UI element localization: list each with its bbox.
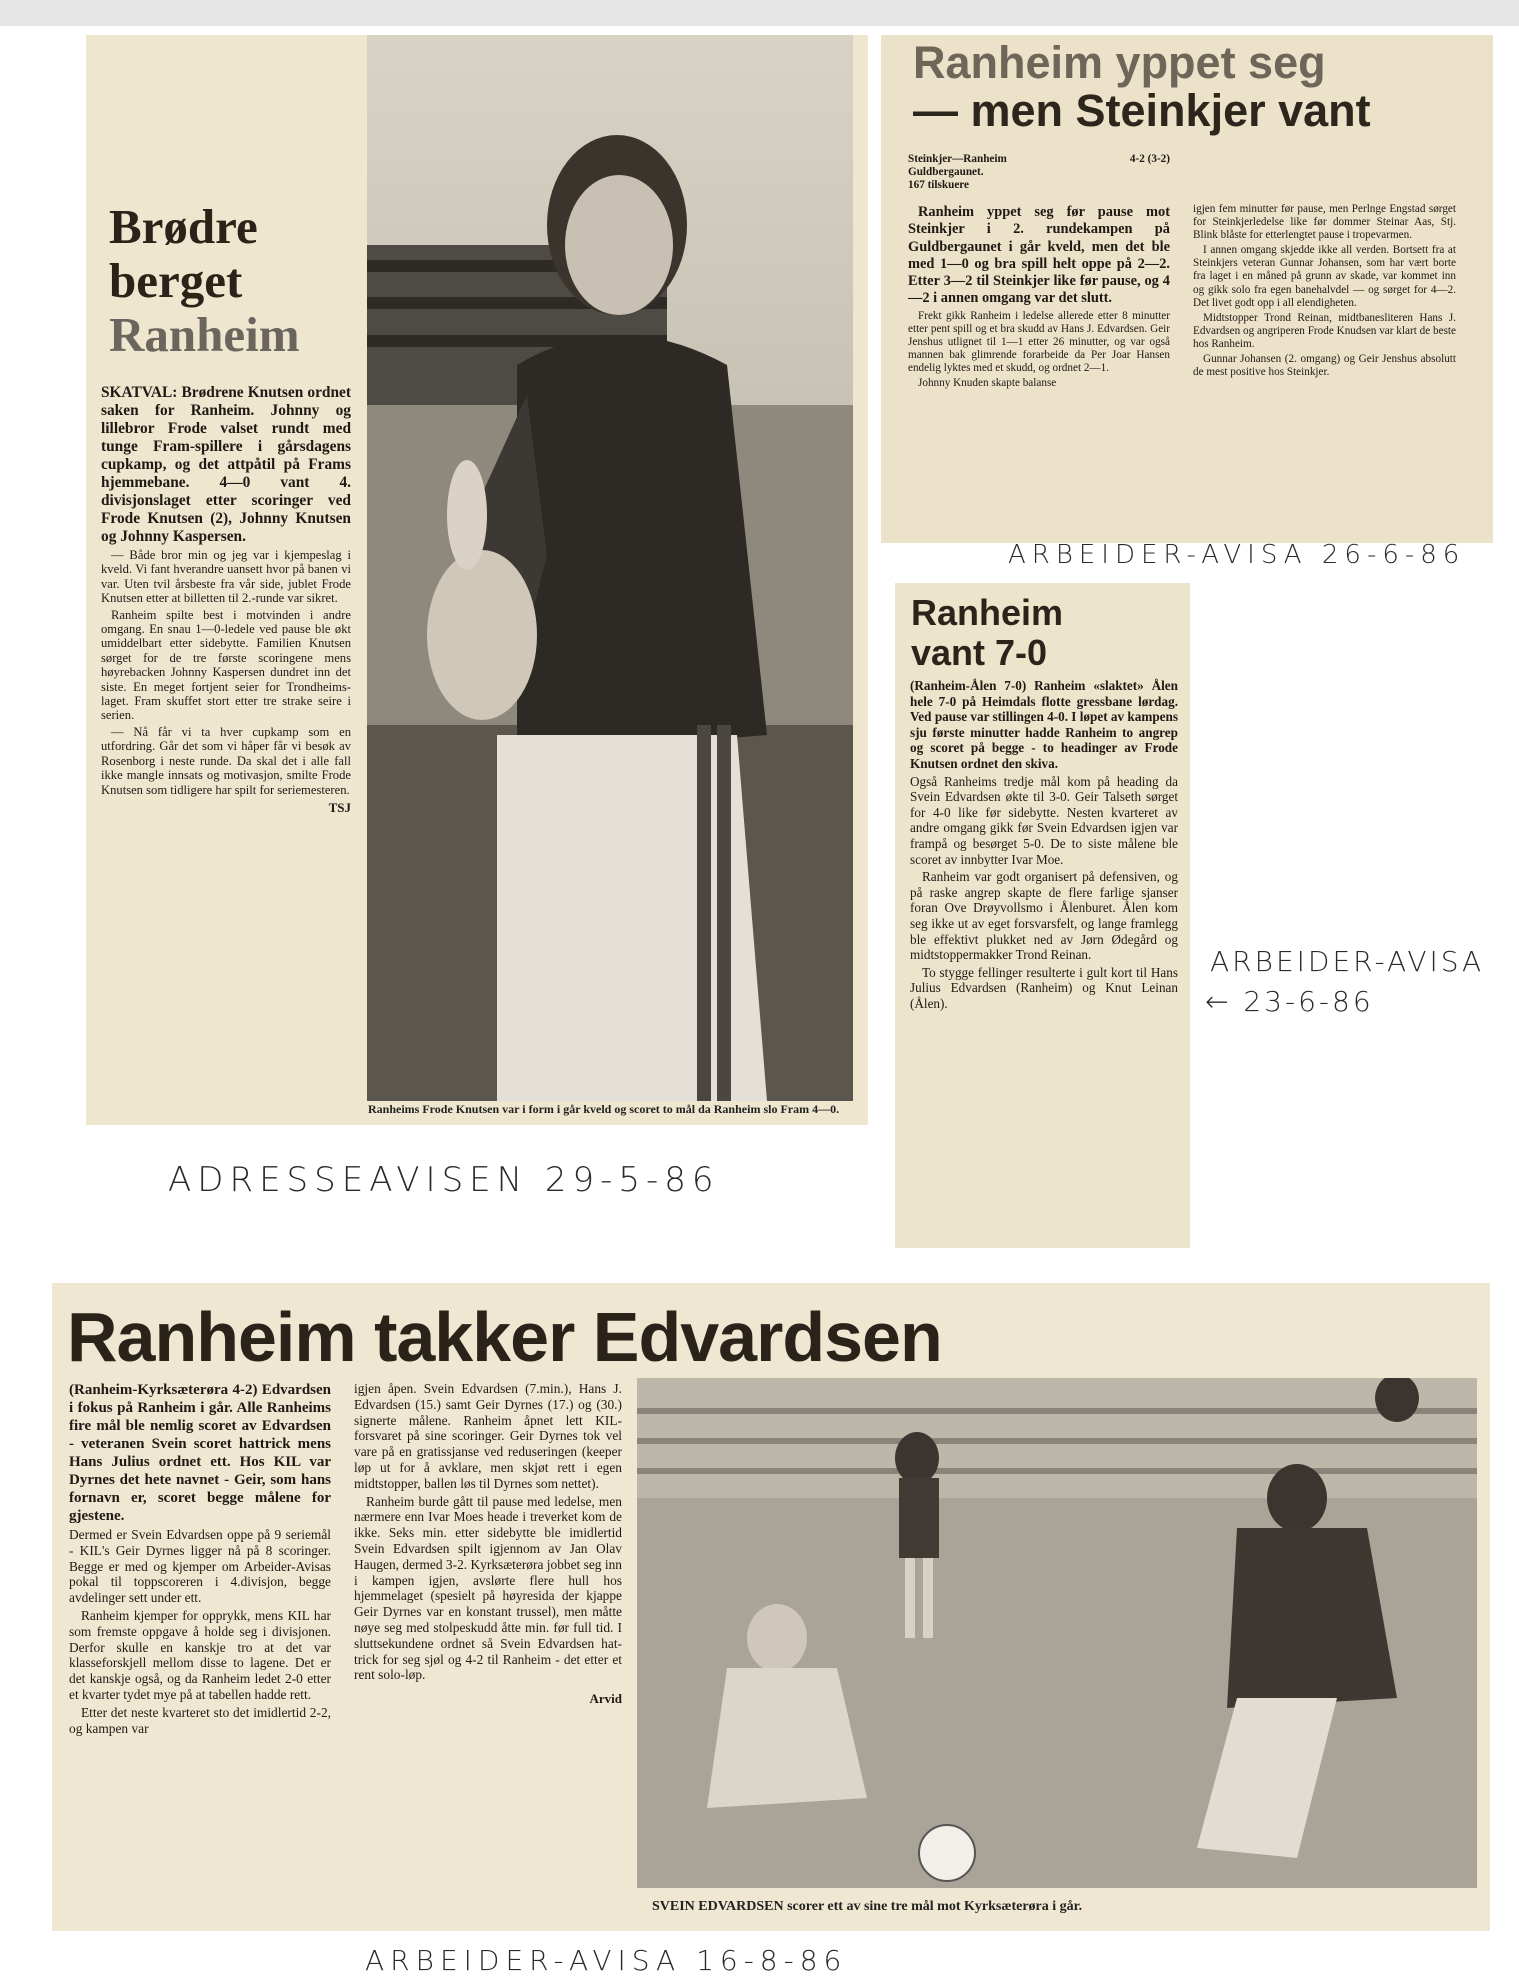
handwritten-source-note: ARBEIDER-AVISA 26-6-86: [1008, 540, 1466, 570]
photo-frode-knutsen-thumbs-up: [367, 35, 853, 1101]
headline-line-1: Ranheim: [911, 592, 1064, 633]
clipping-ranheim-takker-edvardsen: [52, 1283, 1490, 1931]
article-paragraph: Gunnar Johansen (2. omgang) og Geir Jenshus absolutt de mest positive hos Steinkjer.: [1193, 353, 1456, 379]
article-paragraph: igjen fem minutter før pause, men Perlnge Engstad sørget for Steinkjerledelse like før dommer Steinar Aas, Stj. Blink blåste for etterlengtet pause i tropevarmen.: [1193, 203, 1456, 242]
article-signature: TSJ: [328, 799, 351, 815]
handwritten-source-note: ADRESSEAVISEN 29-5-86: [168, 1160, 720, 1200]
headline-line-1: Ranheim yppet seg: [913, 37, 1326, 88]
article-text-column: [910, 678, 1178, 1243]
match-venue: Guldbergaunet.: [908, 166, 984, 179]
clipping-brodre-berget-ranheim: [86, 35, 868, 1125]
article-paragraph: Etter det neste kvarteret sto det imidlertid 2-2, og kampen var: [69, 1704, 331, 1736]
handwritten-source-note: ARBEIDER-AVISA 16-8-86: [365, 1944, 848, 1977]
match-spectators: 167 tilskuere: [908, 179, 970, 192]
article-column-2: [354, 1381, 622, 1921]
photo-illustration: [367, 35, 853, 1101]
article-paragraph: Også Ranheims tredje mål kom på heading da Svein Edvardsen økte til 3-0. Geir Talseth sørget for 4-0 like før sidebytte. Nesten kvarteret av andre omgang gikk før Svein Edvardsen igjen var frampå og besørget 5-0. De to siste målene ble scoret av innbytter Ivar Moe.: [910, 773, 1178, 867]
photo-caption: Ranheims Frode Knutsen var i form i går kveld og scoret to mål da Ranheim slo Fram 4—0.: [368, 1102, 840, 1116]
match-teams: Steinkjer—Ranheim: [908, 153, 1007, 165]
article-paragraph: I annen omgang skjedde ikke all verden. Bortsett fra at Steinkjers veteran Gunnar Johansen, som har vært borte fra laget i en måned på grunn av skade, var kommet inn og gikk solo fra egen banehalvdel — og sørget for 4—2. Det livet godt opp i all elendigheten.: [1193, 244, 1456, 309]
handwritten-source-note-line-1: ARBEIDER-AVISA: [1210, 945, 1485, 978]
headline: Ranheim takker Edvardsen: [67, 1298, 942, 1376]
photo-caption: SVEIN EDVARDSEN scorer ett av sine tre mål mot Kyrksæterøra i går.: [652, 1899, 1083, 1914]
article-text-column: [101, 200, 351, 1100]
headline-line-3: Ranheim: [109, 307, 300, 362]
headline-line-2: — men Steinkjer vant: [913, 85, 1371, 136]
article-right-column: [1193, 203, 1456, 538]
article-paragraph: Ranheim kjemper for opprykk, mens KIL har som fremste oppgave å holde seg i divisjonen. Derfor skulle en kanskje tro at det var klasseforskjell mellom disse to lagene. Det er det kanskje også, og da Ranheim ledet 2-0 etter et kvarter tydet mye på at tabellen hadde rett.: [69, 1607, 331, 1702]
article-lead: (Ranheim-Kyrksæterøra 4-2) Edvardsen i fokus på Ranheim i går. Alle Ranheims fire mål ble nemlig scoret av Edvardsen - veteranen Svein scoret hattrick mens Hans Julius ordnet ett. Hos KIL var Dyrnes det hete navnet - Geir, som hans fornavn er, scoret begge målene for gjestene.: [69, 1382, 331, 1524]
match-photo-illustration: [637, 1378, 1477, 1888]
article-lead: Ranheim yppet seg før pause mot Steinkjer i 2. rundekampen på Guldbergaunet i går kveld, men det ble med 1—0 og bra spill helt oppe på 2—2. Etter 3—2 til Steinkjer like før pause, og 4—2 i annen omgang var det slutt.: [908, 204, 1170, 307]
article-paragraph: — Nå får vi ta hver cupkamp som en utfordring. Går det som vi håper får vi besøk av Rosenborg i neste runde. Da skal det i alle fall ikke mangle innsats og motivasjon, smilte Frode Knutsen som tidligere har spilt for seriemesteren.: [101, 724, 351, 797]
headline: [109, 200, 351, 362]
headline: [911, 593, 1063, 673]
headline-line-1: Brødre: [109, 200, 258, 254]
article-paragraph: To stygge fellinger resulterte i gult kort til Hans Julius Edvardsen (Ranheim) og Knut Leinan (Ålen).: [910, 964, 1178, 1011]
article-column-1: [69, 1381, 331, 1921]
article-paragraph: Dermed er Svein Edvardsen oppe på 9 seriemål - KIL's Geir Dyrnes ligger nå på 8 scoringer. Begge er med og kjemper om Arbeider-Avisas pokal til toppscoreren i 4.divisjon, begge avdelinger sett under ett.: [69, 1527, 331, 1606]
article-paragraph: Johnny Knuden skapte balanse: [918, 376, 1057, 389]
article-paragraph: Ranheim burde gått til pause med ledelse, men nærmere enn Ivar Moes heade i treverket kom de ikke. Seks min. etter sidebytte ble imidlertid Svein Edvardsen spilt igjennom av Jan Olav Haugen, dermed 3-2. Kyrksæterøra jobbet seg inn i kampen igjen, avslørte flere hull hos hjemmelaget (spesielt på høyresida der kjappe Geir Dyrnes var en konstant trussel), men måtte nøye seg med stolpeskudd åtte min. før full tid. I sluttsekundene ordnet så Svein Edvardsen hat-trick for seg sjøl og 4-2 til Ranheim - det etter et rent solo-løp.: [354, 1493, 622, 1683]
article-paragraph: Ranheim var godt organisert på defensiven, og på raske angrep skapte de flere farlige sjanser foran Ove Drøyvollsmo i Ålenburet. Ålen kom seg ikke ut av eget forsvarsfelt, og lange framlegg ble effektivt plukket ned av Jørn Ødegård og midtstoppermakker Trond Reinan.: [910, 869, 1178, 963]
article-lead: (Ranheim-Ålen 7-0) Ranheim «slaktet» Ålen hele 7-0 på Heimdals flotte gressbane lørdag. Ved pause var stillingen 4-0. I løpet av kampens sju første minutter hadde Ranheim to angrep og scoret på begge - to headinger av Frode Knutsen ordnet den skiva.: [910, 678, 1178, 771]
article-left-column: [908, 153, 1170, 538]
article-paragraph: Midtstopper Trond Reinan, midtbanesliteren Hans J. Edvardsen og angriperen Frode Knudsen var klart de beste hos Ranheim.: [1193, 311, 1456, 350]
article-paragraph: Ranheim spilte best i motvinden i andre omgang. En snau 1—0-ledele ved pause ble økt umiddelbart etter sidebytte. Familien Knutsen sørget for de tre første scoringene mens høyrebacken Johnny Kaspersen dundret inn det siste. En meget fortjent seier for Trondheims-laget. Fram skuffet stort etter tre strake seire i serien.: [101, 607, 351, 723]
headline-line-2: berget: [109, 253, 243, 308]
photo-svein-edvardsen-scoring: [637, 1378, 1477, 1888]
scan-top-edge: [0, 0, 1519, 26]
match-score: 4-2 (3-2): [1129, 153, 1170, 165]
article-paragraph: igjen åpen. Svein Edvardsen (7.min.), Hans J. Edvardsen (15.) samt Geir Dyrnes (17.) og (30.) signerte målene. Ranheim åpnet lett KIL-forsvaret på sine scoringer. Geir Dyrnes tok vel vare på en gratissjanse ved reduseringen (keeper løp ut for å avklare, men skjøt rett i egen midtstopper, ballen løs til Dyrnes som nettet).: [354, 1381, 622, 1491]
article-lead: SKATVAL: Brødrene Knutsen ordnet saken for Ranheim. Johnny og lillebror Frode valset rundt med tunge Fram-spillere i gårsdagens cupkamp, og det attpåtil på Frams hjemmebane. 4—0 vant 4. divisjonslaget etter scoringer ved Frode Knutsen (2), Johnny Knutsen og Johnny Kaspersen.: [101, 384, 351, 545]
clipping-ranheim-yppet-seg: [881, 35, 1493, 543]
headline: [913, 39, 1493, 135]
article-paragraph: — Både bror min og jeg var i kjempeslag i kveld. Vi fant hverandre uansett hvor på banen vi var. Uten tvil årsbeste fra vår side, jublet Frode Knutsen etter at billetten til 2.-runde var sikret.: [101, 548, 351, 606]
clipping-ranheim-vant-7-0: [895, 583, 1190, 1248]
match-header: [908, 153, 1170, 166]
handwritten-source-note-line-2: ← 23-6-86: [1205, 985, 1374, 1018]
article-signature: Arvid: [589, 1691, 622, 1707]
headline-line-2: vant 7-0: [911, 632, 1048, 673]
article-paragraph: Frekt gikk Ranheim i ledelse allerede etter 8 minutter etter pent spill og et bra skudd av Hans J. Edvardsen. Geir Jenshus utlignet til 1—1 etter 26 minutter, og var også mannen bak glimrende forarbeide da Per Joar Hansen endelig lyktes med et skudd, og ordnet 2—1.: [908, 309, 1170, 374]
